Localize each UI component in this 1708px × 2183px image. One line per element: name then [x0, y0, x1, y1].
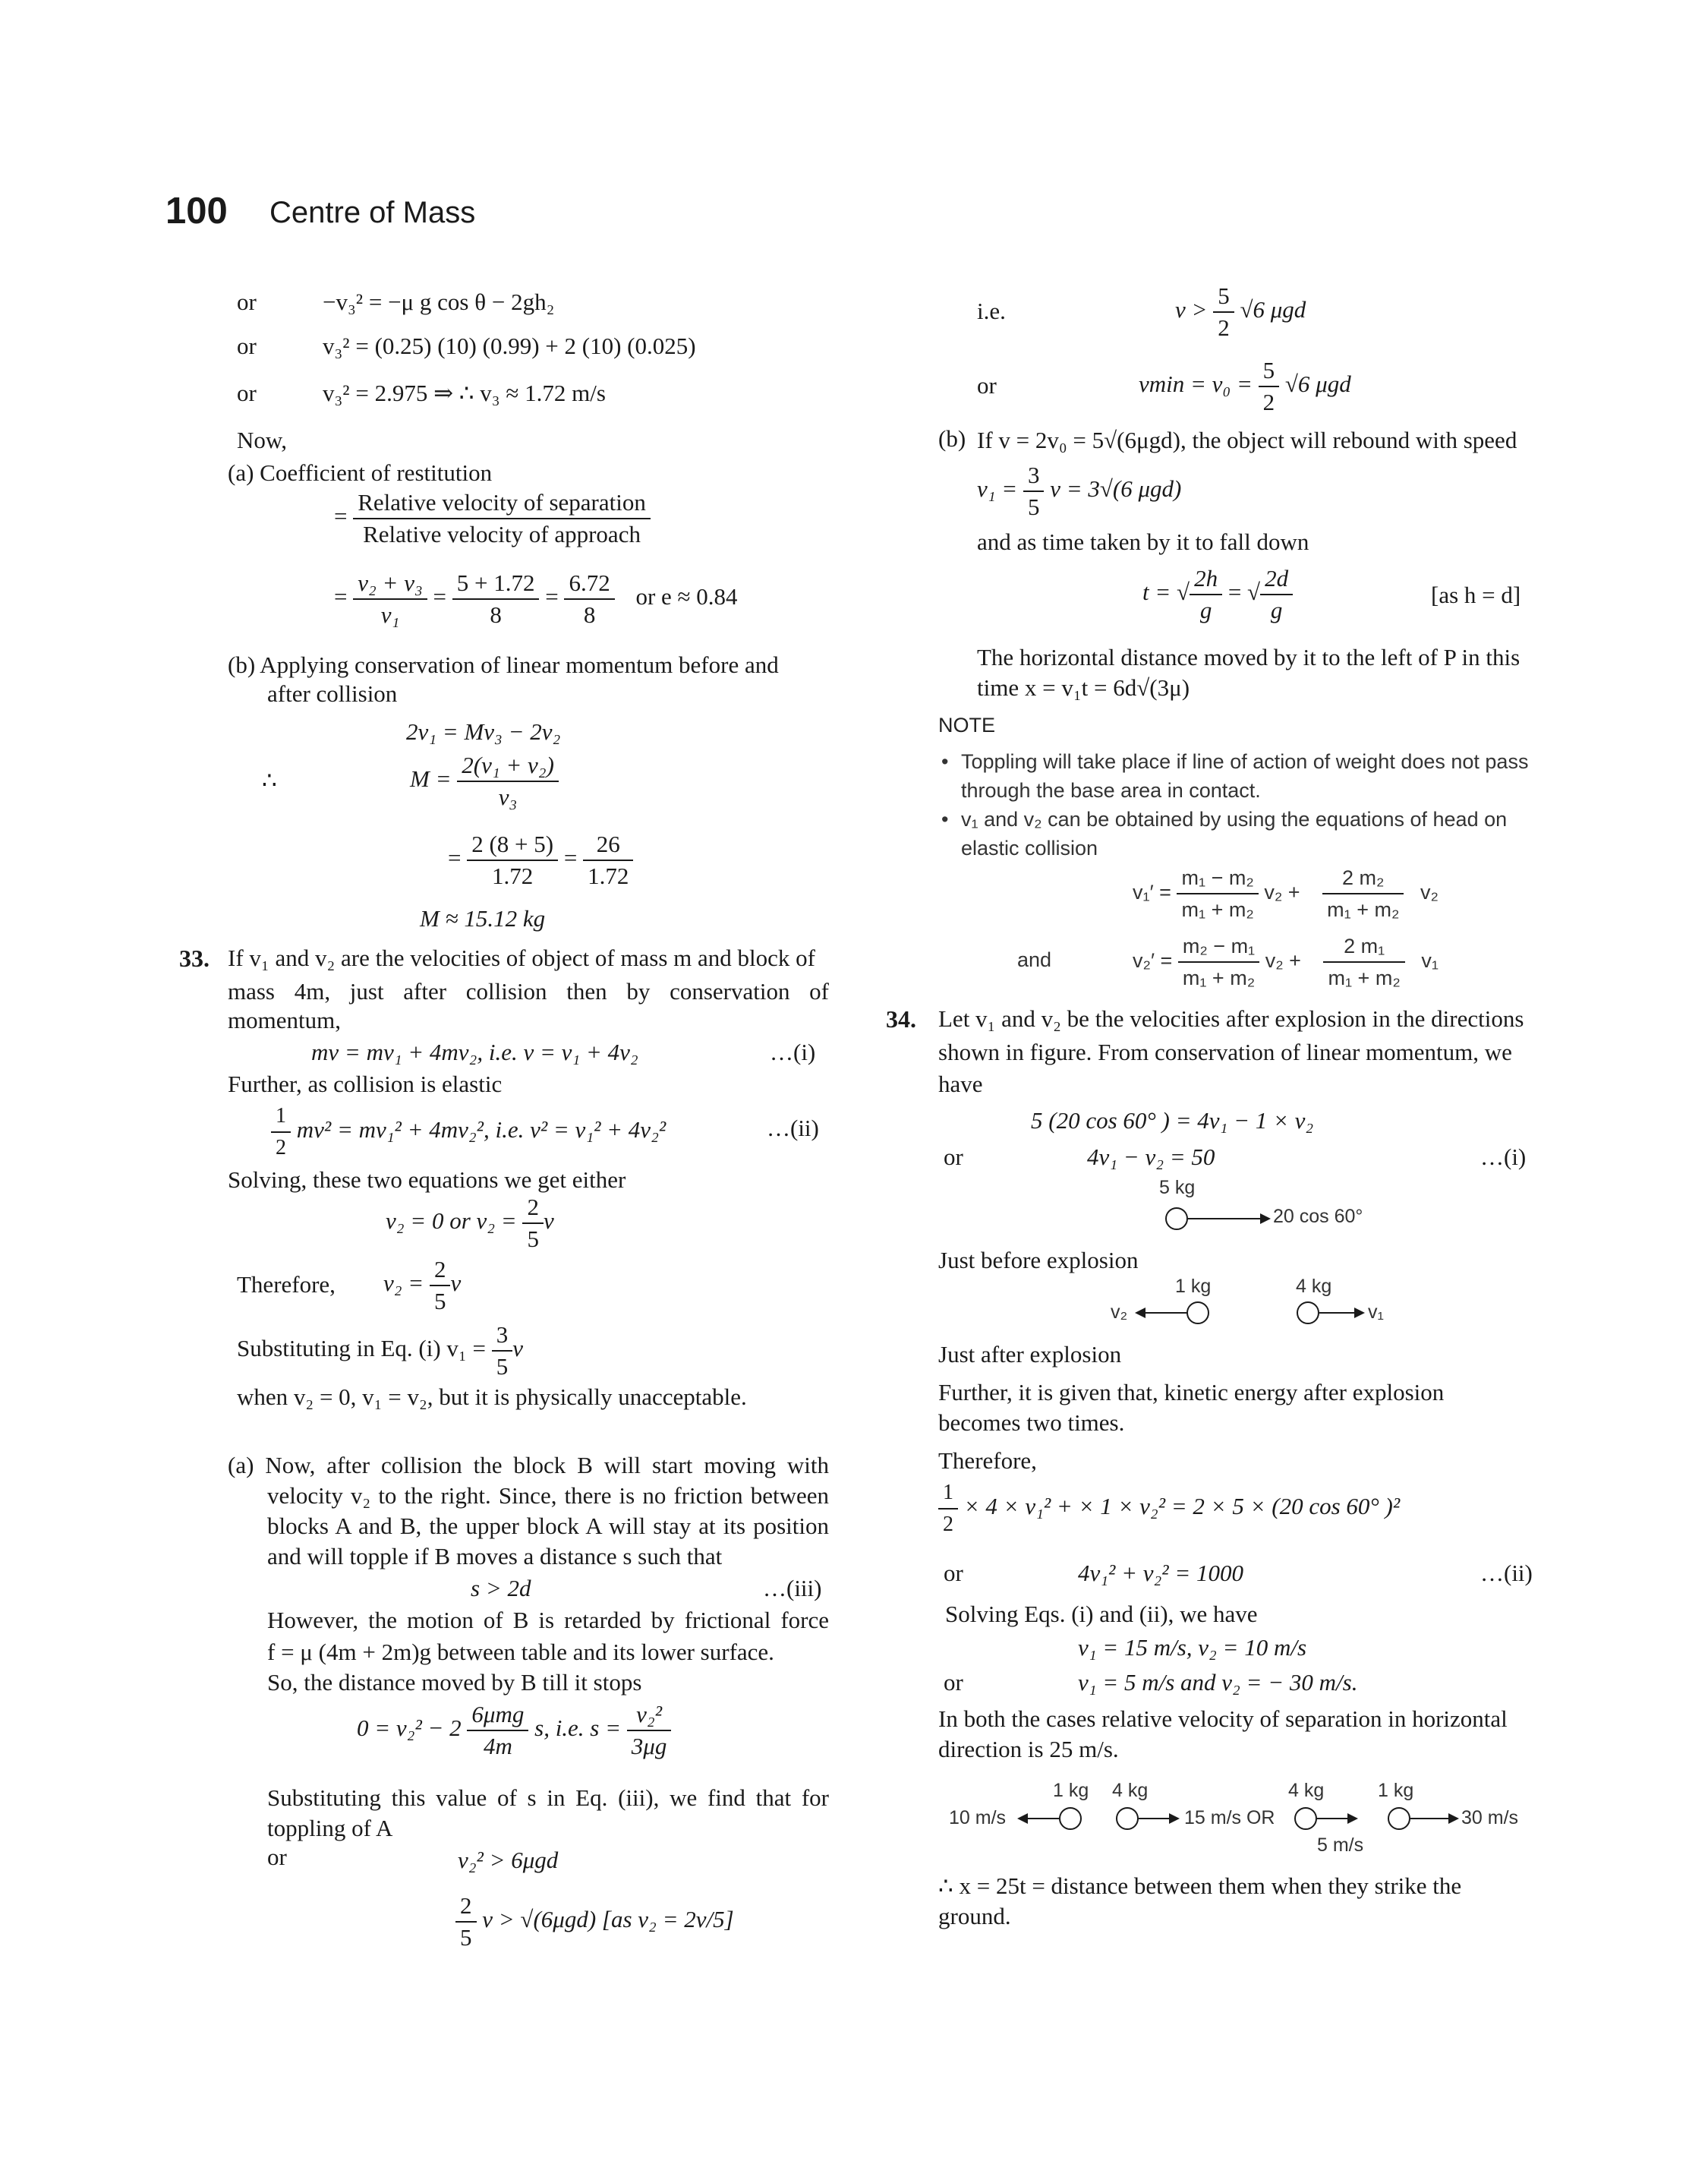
q33-eq-1-tag: …(i): [770, 1039, 816, 1065]
part-a-inequality: s > 2d: [471, 1575, 531, 1601]
fig3-arrow-a-line: [1025, 1818, 1059, 1819]
part-b-time-eq: t = √ $\frac{2h}{g}$ = √ $\frac{2d}{g}$: [1142, 563, 1293, 626]
momentum-eq-1: 2v₁ = Mv₃ − 2v₂: [406, 718, 561, 745]
part-b-text-1: If v = 2v₀ = 5√(6μgd), the object will rebound with speed: [977, 427, 1517, 453]
q34-text-3: have: [938, 1071, 983, 1097]
ke-eq-2: 4v₁² + v₂² = 1000: [1078, 1560, 1243, 1586]
q34-text-2: shown in figure. From conservation of linear momentum, we: [938, 1039, 1512, 1065]
fig3-arrow-b-line: [1139, 1818, 1173, 1819]
fig3-arrow-b-head: [1169, 1813, 1180, 1824]
q33-eq-2: $\frac{1}{2}$ mv² = mv₁² + 4mv₂², i.e. v² = v₁² + 4v₂²: [271, 1101, 666, 1163]
fig1-ball: [1165, 1207, 1188, 1230]
fig1-mass-label: 5 kg: [1159, 1177, 1196, 1198]
part-a-text-4: and will topple if B moves a distance s such that: [267, 1543, 723, 1569]
fig3-ball-b: [1116, 1807, 1139, 1830]
part-a-text-5: However, the motion of B is retarded by frictional force: [267, 1607, 829, 1633]
solution-or: or: [944, 1669, 963, 1696]
note-1-line-2: through the base area in contact.: [961, 779, 1261, 802]
q33-solving: Solving, these two equations we get either: [228, 1166, 626, 1193]
fig3-velocity-b: 15 m/s OR: [1184, 1807, 1275, 1828]
q34-eq-2-tag: …(i): [1480, 1144, 1527, 1170]
ke-eq-2-tag: …(ii): [1480, 1560, 1533, 1586]
q33-solution: v₂ = 0 or v₂ = $\frac{2}{5}$ v: [386, 1194, 554, 1252]
restitution-heading: (a) Coefficient of restitution: [228, 459, 493, 486]
ke-text-2: becomes two times.: [938, 1409, 1125, 1436]
fig3-arrow-c-head: [1347, 1813, 1358, 1824]
ke-eq: $\frac{1}{2}$ × 4 × v₁² + × 1 × v₂² = 2 × 5 × (20 cos 60° )²: [938, 1478, 1400, 1540]
restitution-calc: = $\frac{\text{v₂ + v₃}}{\text{v₁}}$ = $\frac{5 + 1.72}{8}$ = $\frac{6.72}{8}$ or e ≈ 0.84: [334, 569, 738, 628]
eq-line-2-label: or: [237, 333, 257, 359]
q33-when: when v₂ = 0, v₁ = v₂, but it is physically unacceptable.: [237, 1383, 747, 1410]
ke-text-1: Further, it is given that, kinetic energy after explosion: [938, 1379, 1445, 1405]
fig1-arrow-head: [1260, 1213, 1271, 1224]
fig1-velocity-label: 20 cos 60°: [1273, 1206, 1363, 1227]
eq-line-1-label: or: [237, 289, 257, 315]
fig3-mass-a: 1 kg: [1053, 1780, 1089, 1801]
solution-2: v₁ = 5 m/s and v₂ = − 30 m/s.: [1078, 1669, 1358, 1696]
part-a-text-9: toppling of A: [267, 1815, 393, 1841]
part-b-label: (b): [938, 425, 966, 452]
q34-eq-1: 5 (20 cos 60° ) = 4v₁ − 1 × v₂: [1031, 1107, 1314, 1134]
part-a-or: or: [267, 1844, 287, 1870]
after-explosion-caption: Just after explosion: [938, 1341, 1122, 1368]
fig3-ball-a: [1059, 1807, 1082, 1830]
part-b-text-4: time x = v₁t = 6d√(3μ): [977, 674, 1190, 701]
q34-text-1: Let v₁ and v₂ be the velocities after explosion in the directions: [938, 1005, 1524, 1032]
therefore-symbol: ∴: [262, 767, 277, 793]
note-1-line-1: Toppling will take place if line of action of weight does not pass: [961, 750, 1529, 773]
fig3-velocity-c: 5 m/s: [1317, 1834, 1364, 1856]
eq-line-1: −v₃² = −μ g cos θ − 2gh₂: [323, 289, 555, 315]
ie-label: i.e.: [977, 298, 1006, 324]
vmin-eq: vmin = v₀ = $\frac{5}{2}$ √6 μgd: [1139, 357, 1351, 415]
fig2-mass-2: 4 kg: [1296, 1276, 1332, 1297]
solution-1: v₁ = 15 m/s, v₂ = 10 m/s: [1078, 1634, 1307, 1661]
question-33-number: 33.: [179, 945, 210, 972]
part-a-text-6: f = μ (4m + 2m)g between table and its lower surface.: [267, 1639, 774, 1665]
part-a-final-2: $\frac{2}{5}$ v > √(6μgd) [as v₂ = 2v/5]: [455, 1891, 734, 1953]
part-b-time-tag: [as h = d]: [1431, 582, 1521, 608]
q33-therefore-eq: v₂ = $\frac{2}{5}$ v: [383, 1256, 462, 1314]
fig2-left-arrow-line: [1142, 1312, 1188, 1314]
fig3-ball-c: [1294, 1807, 1317, 1830]
momentum-eq-2: M = $\frac{\text{2(v₁ + v₂)}}{\text{v₃}}$: [410, 750, 559, 812]
fig3-mass-b: 4 kg: [1112, 1780, 1149, 1801]
fig3-arrow-d-line: [1410, 1818, 1452, 1819]
fig2-v1-label: v₁: [1368, 1301, 1384, 1323]
eq-line-2: v₃² = (0.25) (10) (0.99) + 2 (10) (0.025): [323, 333, 696, 359]
before-explosion-caption: Just before explosion: [938, 1247, 1139, 1273]
part-a-text-8: Substituting this value of s in Eq. (iii), we find that for: [267, 1784, 829, 1811]
note-eq-1: v₁′ = $\frac{\text{m₁ − m₂}}{\text{m₁ + m₂}}$ v₂ + $\frac{\text{2 m₂}}{\text{m₁ + m₂}}$ v₂: [1133, 863, 1439, 925]
fig2-right-arrow-head: [1354, 1308, 1365, 1318]
part-a-final-1: v₂² > 6μgd: [458, 1847, 559, 1873]
fig3-velocity-a: 10 m/s: [949, 1807, 1007, 1828]
final-text-1: ∴ x = 25t = distance between them when they strike the: [938, 1872, 1462, 1899]
eq-line-3: v₃² = 2.975 ⇒ ∴ v₃ ≈ 1.72 m/s: [323, 380, 606, 406]
restitution-definition: = $\frac{\text{Relative velocity of separation}}{\text{Relative velocity of approach}}$: [334, 487, 651, 550]
note-title: NOTE: [938, 714, 996, 737]
part-a-text-7: So, the distance moved by B till it stops: [267, 1669, 642, 1696]
note-and: and: [1017, 948, 1052, 971]
fig3-arrow-c-line: [1317, 1818, 1351, 1819]
q33-eq-1: mv = mv₁ + 4mv₂, i.e. v = v₁ + 4v₂: [311, 1039, 638, 1065]
q34-or: or: [944, 1144, 963, 1170]
part-b-eq-1: v₁ = $\frac{3}{5}$ v = 3√(6 μgd): [977, 462, 1182, 520]
note-bullet-1: •: [941, 750, 949, 773]
relative-text-2: direction is 25 m/s.: [938, 1736, 1119, 1762]
page-title: Centre of Mass: [269, 196, 476, 229]
part-b-text-2: and as time taken by it to fall down: [977, 528, 1309, 555]
note-eq-2: v₂′ = $\frac{\text{m₂ − m₁}}{\text{m₁ + m₂}}$ v₂ + $\frac{\text{2 m₁}}{\text{m₁ + m₂}}$ v₁: [1133, 931, 1439, 993]
part-a-friction-eq: 0 = v₂² − 2 $\frac{\text{6μmg}}{4m}$ s, i.e. s = $\frac{\text{v₂²}}{3\mu g}$: [357, 1699, 671, 1762]
fig3-velocity-d: 30 m/s: [1461, 1807, 1519, 1828]
fig3-mass-d: 1 kg: [1378, 1780, 1414, 1801]
part-a-text-1: (a) Now, after collision the block B will start moving with: [228, 1452, 829, 1478]
fig2-ball-2: [1297, 1301, 1319, 1324]
q33-elastic: Further, as collision is elastic: [228, 1071, 503, 1097]
part-a-text-2: velocity v₂ to the right. Since, there is no friction between: [267, 1482, 829, 1509]
eq-line-3-label: or: [237, 380, 257, 406]
fig2-ball-1: [1186, 1301, 1209, 1324]
q33-therefore: Therefore,: [237, 1271, 336, 1298]
q33-text-3: momentum,: [228, 1007, 341, 1033]
fig2-right-arrow-line: [1319, 1312, 1357, 1314]
note-2-line-1: v₁ and v₂ can be obtained by using the equations of head on: [961, 808, 1508, 831]
fig3-mass-c: 4 kg: [1288, 1780, 1325, 1801]
note-bullet-2: •: [941, 808, 949, 831]
question-34-number: 34.: [886, 1005, 916, 1033]
solve-text: Solving Eqs. (i) and (ii), we have: [945, 1601, 1258, 1627]
q33-substitute: Substituting in Eq. (i) v₁ = $\frac{3}{5}$ v: [237, 1321, 523, 1380]
fig2-mass-1: 1 kg: [1175, 1276, 1212, 1297]
q33-text-2: mass 4m, just after collision then by conservation of: [228, 978, 829, 1005]
momentum-eq-3: = $\frac{2 (8 + 5)}{1.72}$ = $\frac{26}{1.72}$: [448, 829, 633, 891]
final-text-2: ground.: [938, 1903, 1011, 1929]
fig3-arrow-d-head: [1448, 1813, 1459, 1824]
part-a-text-3: blocks A and B, the upper block A will stay at its position: [267, 1513, 829, 1539]
fig1-arrow-line: [1188, 1218, 1264, 1219]
ie-eq: v > $\frac{5}{2}$ √6 μgd: [1175, 282, 1306, 341]
part-b-text-3: The horizontal distance moved by it to the left of P in this: [977, 644, 1520, 670]
mass-result: M ≈ 15.12 kg: [420, 905, 546, 932]
momentum-heading-cont: after collision: [267, 680, 398, 707]
page-number: 100: [165, 191, 228, 232]
q34-eq-2: 4v₁ − v₂ = 50: [1087, 1144, 1215, 1170]
fig3-ball-d: [1388, 1807, 1410, 1830]
or-label: or: [977, 372, 997, 399]
ke-or: or: [944, 1560, 963, 1586]
note-2-line-2: elastic collision: [961, 837, 1098, 860]
now-text: Now,: [237, 427, 288, 453]
fig2-v2-label: v₂: [1111, 1301, 1128, 1323]
q33-eq-2-tag: …(ii): [767, 1115, 819, 1141]
relative-text-1: In both the cases relative velocity of separation in horizontal: [938, 1705, 1508, 1732]
ke-therefore: Therefore,: [938, 1447, 1037, 1474]
q33-text-1: If v₁ and v₂ are the velocities of object of mass m and block of: [228, 945, 815, 971]
part-a-inequality-tag: …(iii): [763, 1575, 822, 1601]
momentum-heading: (b) Applying conservation of linear momentum before and: [228, 651, 779, 678]
